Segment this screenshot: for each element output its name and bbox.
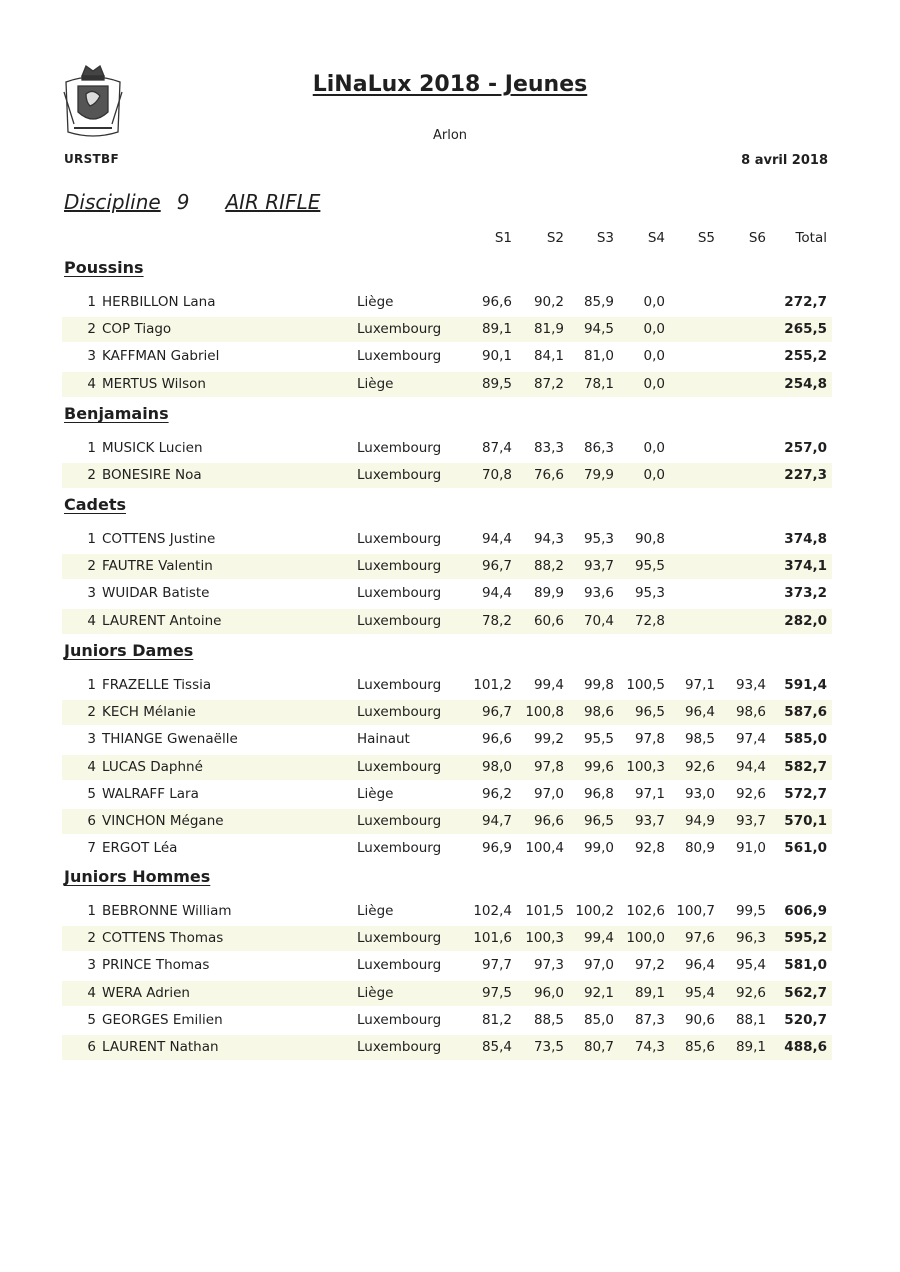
shooter-name-cell: BONESIRE Noa <box>102 467 202 484</box>
series-4-cell: 93,7 <box>634 813 665 829</box>
series-5-cell: 96,4 <box>684 704 715 721</box>
series-2-cell: 60,6 <box>533 612 564 629</box>
series-2-cell: 81,9 <box>533 321 564 338</box>
shooter-name-cell: MUSICK Lucien <box>102 440 203 456</box>
total-cell: 570,1 <box>784 813 827 829</box>
series-5-cell: 97,6 <box>684 930 715 947</box>
series-6-cell: 93,4 <box>735 677 766 693</box>
total-cell: 520,7 <box>784 1011 827 1028</box>
total-cell: 257,0 <box>784 440 827 456</box>
series-1-cell: 81,2 <box>481 1011 512 1028</box>
org-name: URSTBF <box>64 152 119 166</box>
series-1-cell: 90,1 <box>481 348 512 365</box>
shooter-name-cell: LAURENT Antoine <box>102 612 222 629</box>
series-2-cell: 73,5 <box>533 1039 564 1055</box>
table-row <box>62 727 832 752</box>
series-4-cell: 87,3 <box>634 1011 665 1028</box>
shooter-name-cell: KECH Mélanie <box>102 704 196 721</box>
total-cell: 572,7 <box>784 785 827 802</box>
series-4-cell: 89,1 <box>634 984 665 1001</box>
column-headers <box>0 230 900 250</box>
table-row <box>62 463 832 488</box>
total-cell: 272,7 <box>784 294 827 310</box>
series-2-cell: 99,4 <box>533 677 564 693</box>
col-header-total: Total <box>795 230 827 246</box>
series-1-cell: 78,2 <box>481 612 512 629</box>
series-2-cell: 76,6 <box>533 467 564 484</box>
series-2-cell: 97,0 <box>533 785 564 802</box>
series-3-cell: 95,5 <box>583 731 614 748</box>
rank-cell: 4 <box>87 375 96 392</box>
series-5-cell: 95,4 <box>684 984 715 1001</box>
total-cell: 562,7 <box>784 984 827 1001</box>
series-1-cell: 94,4 <box>481 585 512 602</box>
rank-cell: 1 <box>87 677 96 693</box>
table-row <box>62 436 832 461</box>
total-cell: 595,2 <box>784 930 827 947</box>
series-4-cell: 0,0 <box>643 294 665 310</box>
series-2-cell: 83,3 <box>533 440 564 456</box>
series-4-cell: 0,0 <box>643 321 665 338</box>
series-1-cell: 94,7 <box>481 813 512 829</box>
series-1-cell: 97,5 <box>481 984 512 1001</box>
series-2-cell: 89,9 <box>533 585 564 602</box>
shooter-name-cell: KAFFMAN Gabriel <box>102 348 220 365</box>
club-cell: Luxembourg <box>357 440 442 456</box>
series-3-cell: 99,4 <box>583 930 614 947</box>
club-cell: Luxembourg <box>357 1011 442 1028</box>
table-row <box>62 581 832 606</box>
col-header-s1: S1 <box>494 230 512 246</box>
series-1-cell: 96,6 <box>481 731 512 748</box>
series-2-cell: 88,2 <box>533 558 564 575</box>
shooter-name-cell: THIANGE Gwenaëlle <box>102 731 238 748</box>
total-cell: 581,0 <box>784 957 827 974</box>
shooter-name-cell: GEORGES Emilien <box>102 1011 223 1028</box>
series-5-cell: 90,6 <box>684 1011 715 1028</box>
series-3-cell: 86,3 <box>583 440 614 456</box>
series-2-cell: 100,4 <box>525 840 564 857</box>
series-2-cell: 96,0 <box>533 984 564 1001</box>
table-row <box>62 782 832 807</box>
series-2-cell: 97,8 <box>533 758 564 775</box>
rank-cell: 4 <box>87 758 96 775</box>
total-cell: 255,2 <box>784 348 827 365</box>
table-row <box>62 527 832 552</box>
table-row <box>62 755 832 780</box>
club-cell: Liège <box>357 375 394 392</box>
series-1-cell: 101,6 <box>473 930 512 947</box>
series-2-cell: 100,3 <box>525 930 564 947</box>
shooter-name-cell: MERTUS Wilson <box>102 375 206 392</box>
series-2-cell: 88,5 <box>533 1011 564 1028</box>
page-title: LiNaLux 2018 - Jeunes <box>312 72 588 97</box>
series-2-cell: 99,2 <box>533 731 564 748</box>
shooter-name-cell: VINCHON Mégane <box>102 813 224 829</box>
series-3-cell: 95,3 <box>583 531 614 547</box>
rank-cell: 1 <box>87 440 96 456</box>
rank-cell: 1 <box>87 294 96 310</box>
event-date: 8 avril 2018 <box>741 153 828 168</box>
series-4-cell: 100,0 <box>626 930 665 947</box>
series-1-cell: 96,9 <box>481 840 512 857</box>
rank-cell: 1 <box>87 903 96 919</box>
table-row <box>62 899 832 924</box>
club-cell: Luxembourg <box>357 813 442 829</box>
series-4-cell: 100,3 <box>626 758 665 775</box>
club-cell: Luxembourg <box>357 957 442 974</box>
club-cell: Luxembourg <box>357 1039 442 1055</box>
series-5-cell: 96,4 <box>684 957 715 974</box>
series-2-cell: 87,2 <box>533 375 564 392</box>
rank-cell: 5 <box>87 1011 96 1028</box>
rank-cell: 2 <box>87 467 96 484</box>
series-1-cell: 102,4 <box>473 903 512 919</box>
series-4-cell: 95,5 <box>634 558 665 575</box>
series-2-cell: 90,2 <box>533 294 564 310</box>
total-cell: 591,4 <box>784 677 827 693</box>
category-heading: Juniors Hommes <box>64 867 211 886</box>
shooter-name-cell: HERBILLON Lana <box>102 294 216 310</box>
series-3-cell: 80,7 <box>583 1039 614 1055</box>
club-cell: Luxembourg <box>357 758 442 775</box>
series-3-cell: 99,8 <box>583 677 614 693</box>
club-cell: Luxembourg <box>357 467 442 484</box>
series-3-cell: 70,4 <box>583 612 614 629</box>
table-row <box>62 673 832 698</box>
table-row <box>62 926 832 951</box>
series-2-cell: 101,5 <box>525 903 564 919</box>
series-6-cell: 97,4 <box>735 731 766 748</box>
total-cell: 582,7 <box>784 758 827 775</box>
category-heading: Juniors Dames <box>64 641 194 660</box>
col-header-s5: S5 <box>697 230 715 246</box>
series-1-cell: 87,4 <box>481 440 512 456</box>
series-6-cell: 95,4 <box>735 957 766 974</box>
rank-cell: 6 <box>87 813 96 829</box>
series-1-cell: 89,5 <box>481 375 512 392</box>
club-cell: Luxembourg <box>357 704 442 721</box>
club-cell: Liège <box>357 903 394 919</box>
series-6-cell: 89,1 <box>735 1039 766 1055</box>
series-5-cell: 98,5 <box>684 731 715 748</box>
club-cell: Liège <box>357 294 394 310</box>
rank-cell: 6 <box>87 1039 96 1055</box>
series-1-cell: 96,2 <box>481 785 512 802</box>
club-cell: Luxembourg <box>357 321 442 338</box>
rank-cell: 1 <box>87 531 96 547</box>
series-6-cell: 91,0 <box>735 840 766 857</box>
series-2-cell: 84,1 <box>533 348 564 365</box>
table-row <box>62 344 832 369</box>
series-3-cell: 93,6 <box>583 585 614 602</box>
rank-cell: 3 <box>87 731 96 748</box>
total-cell: 254,8 <box>784 375 827 392</box>
series-1-cell: 70,8 <box>481 467 512 484</box>
shooter-name-cell: WALRAFF Lara <box>102 785 199 802</box>
club-cell: Luxembourg <box>357 840 442 857</box>
series-1-cell: 85,4 <box>481 1039 512 1055</box>
series-3-cell: 97,0 <box>583 957 614 974</box>
table-row <box>62 1035 832 1060</box>
total-cell: 374,1 <box>784 558 827 575</box>
series-3-cell: 100,2 <box>575 903 614 919</box>
club-cell: Luxembourg <box>357 677 442 693</box>
series-5-cell: 97,1 <box>684 677 715 693</box>
series-4-cell: 100,5 <box>626 677 665 693</box>
series-3-cell: 99,6 <box>583 758 614 775</box>
series-2-cell: 97,3 <box>533 957 564 974</box>
table-row <box>62 836 832 861</box>
club-cell: Luxembourg <box>357 531 442 547</box>
series-3-cell: 96,5 <box>583 813 614 829</box>
table-row <box>62 953 832 978</box>
series-6-cell: 88,1 <box>735 1011 766 1028</box>
shooter-name-cell: ERGOT Léa <box>102 840 178 857</box>
series-3-cell: 93,7 <box>583 558 614 575</box>
col-header-s6: S6 <box>748 230 766 246</box>
rank-cell: 7 <box>87 840 96 857</box>
series-3-cell: 96,8 <box>583 785 614 802</box>
series-3-cell: 94,5 <box>583 321 614 338</box>
shooter-name-cell: LUCAS Daphné <box>102 758 203 775</box>
series-4-cell: 102,6 <box>626 903 665 919</box>
club-cell: Luxembourg <box>357 612 442 629</box>
series-5-cell: 92,6 <box>684 758 715 775</box>
series-5-cell: 94,9 <box>684 813 715 829</box>
series-4-cell: 0,0 <box>643 440 665 456</box>
series-2-cell: 100,8 <box>525 704 564 721</box>
col-header-s2: S2 <box>546 230 564 246</box>
series-4-cell: 97,1 <box>634 785 665 802</box>
discipline-number: 9 <box>176 190 190 214</box>
series-1-cell: 89,1 <box>481 321 512 338</box>
total-cell: 561,0 <box>784 840 827 857</box>
total-cell: 265,5 <box>784 321 827 338</box>
total-cell: 282,0 <box>784 612 827 629</box>
table-row <box>62 700 832 725</box>
rank-cell: 3 <box>87 348 96 365</box>
series-1-cell: 98,0 <box>481 758 512 775</box>
series-6-cell: 93,7 <box>735 813 766 829</box>
series-5-cell: 85,6 <box>684 1039 715 1055</box>
series-4-cell: 0,0 <box>643 467 665 484</box>
series-1-cell: 96,7 <box>481 558 512 575</box>
shooter-name-cell: FRAZELLE Tissia <box>102 677 212 693</box>
rank-cell: 2 <box>87 558 96 575</box>
category-heading: Poussins <box>64 258 144 277</box>
series-4-cell: 97,2 <box>634 957 665 974</box>
event-location: Arlon <box>432 128 468 143</box>
table-row <box>62 809 832 834</box>
series-5-cell: 80,9 <box>684 840 715 857</box>
club-cell: Hainaut <box>357 731 410 748</box>
table-row <box>62 290 832 315</box>
club-cell: Luxembourg <box>357 558 442 575</box>
shooter-name-cell: COTTENS Justine <box>102 531 216 547</box>
rank-cell: 3 <box>87 957 96 974</box>
club-cell: Luxembourg <box>357 930 442 947</box>
series-6-cell: 99,5 <box>735 903 766 919</box>
rank-cell: 5 <box>87 785 96 802</box>
shooter-name-cell: WUIDAR Batiste <box>102 585 210 602</box>
series-3-cell: 85,9 <box>583 294 614 310</box>
shooter-name-cell: PRINCE Thomas <box>102 957 210 974</box>
series-6-cell: 94,4 <box>735 758 766 775</box>
series-5-cell: 100,7 <box>676 903 715 919</box>
total-cell: 374,8 <box>784 531 827 547</box>
rank-cell: 4 <box>87 612 96 629</box>
series-4-cell: 0,0 <box>643 375 665 392</box>
series-4-cell: 90,8 <box>634 531 665 547</box>
club-cell: Liège <box>357 984 394 1001</box>
rank-cell: 3 <box>87 585 96 602</box>
shooter-name-cell: BEBRONNE William <box>102 903 232 919</box>
table-row <box>62 609 832 634</box>
series-1-cell: 96,6 <box>481 294 512 310</box>
series-5-cell: 93,0 <box>684 785 715 802</box>
series-3-cell: 81,0 <box>583 348 614 365</box>
series-4-cell: 97,8 <box>634 731 665 748</box>
category-heading: Benjamains <box>64 404 169 423</box>
table-row <box>62 981 832 1006</box>
series-3-cell: 92,1 <box>583 984 614 1001</box>
total-cell: 587,6 <box>784 704 827 721</box>
club-cell: Luxembourg <box>357 585 442 602</box>
series-4-cell: 72,8 <box>634 612 665 629</box>
shooter-name-cell: FAUTRE Valentin <box>102 558 213 575</box>
series-3-cell: 99,0 <box>583 840 614 857</box>
series-2-cell: 94,3 <box>533 531 564 547</box>
rank-cell: 2 <box>87 930 96 947</box>
total-cell: 373,2 <box>784 585 827 602</box>
club-cell: Luxembourg <box>357 348 442 365</box>
rank-cell: 2 <box>87 704 96 721</box>
rank-cell: 2 <box>87 321 96 338</box>
discipline-label: Discipline <box>64 190 161 214</box>
series-2-cell: 96,6 <box>533 813 564 829</box>
discipline-heading <box>64 190 320 214</box>
shooter-name-cell: COTTENS Thomas <box>102 930 224 947</box>
series-4-cell: 74,3 <box>634 1039 665 1055</box>
shooter-name-cell: WERA Adrien <box>102 984 190 1001</box>
total-cell: 227,3 <box>784 467 827 484</box>
category-heading: Cadets <box>64 495 127 514</box>
series-1-cell: 101,2 <box>473 677 512 693</box>
table-row <box>62 1008 832 1033</box>
series-4-cell: 0,0 <box>643 348 665 365</box>
series-4-cell: 95,3 <box>634 585 665 602</box>
series-3-cell: 79,9 <box>583 467 614 484</box>
total-cell: 488,6 <box>784 1039 827 1055</box>
table-row <box>62 554 832 579</box>
table-row <box>62 372 832 397</box>
rank-cell: 4 <box>87 984 96 1001</box>
series-1-cell: 96,7 <box>481 704 512 721</box>
series-1-cell: 97,7 <box>481 957 512 974</box>
discipline-name: AIR RIFLE <box>225 190 321 214</box>
series-6-cell: 92,6 <box>735 984 766 1001</box>
series-4-cell: 96,5 <box>634 704 665 721</box>
total-cell: 606,9 <box>784 903 827 919</box>
series-4-cell: 92,8 <box>634 840 665 857</box>
table-row <box>62 317 832 342</box>
col-header-s3: S3 <box>596 230 614 246</box>
series-1-cell: 94,4 <box>481 531 512 547</box>
total-cell: 585,0 <box>784 731 827 748</box>
club-cell: Liège <box>357 785 394 802</box>
series-3-cell: 85,0 <box>583 1011 614 1028</box>
series-3-cell: 78,1 <box>583 375 614 392</box>
series-3-cell: 98,6 <box>583 704 614 721</box>
shooter-name-cell: COP Tiago <box>102 321 172 338</box>
series-6-cell: 98,6 <box>735 704 766 721</box>
series-6-cell: 92,6 <box>735 785 766 802</box>
shooter-name-cell: LAURENT Nathan <box>102 1039 219 1055</box>
series-6-cell: 96,3 <box>735 930 766 947</box>
col-header-s4: S4 <box>647 230 665 246</box>
